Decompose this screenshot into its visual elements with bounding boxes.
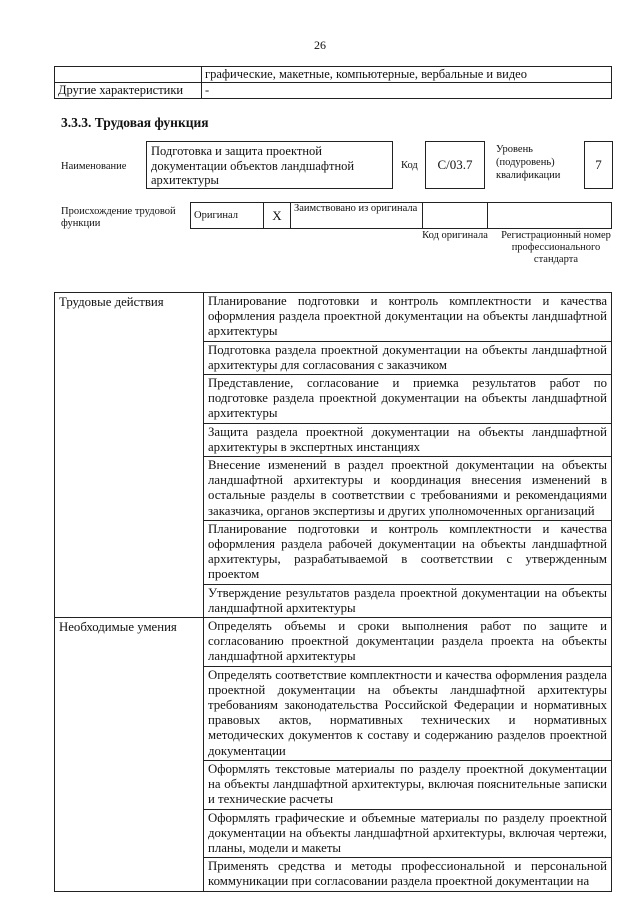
code-value: С/03.7 xyxy=(437,157,473,172)
reg-caption: Регистрационный номер профессионального стандарта xyxy=(501,230,611,265)
top-table-empty-cell xyxy=(55,67,202,83)
table-row xyxy=(55,618,612,667)
origin-code-cell xyxy=(423,203,488,229)
skill-item: Определять соответствие комплектности и качества оформления раздела проектной документации на объекты ландшафтной архитектуры требованиям законодательства Российской Федерации и нормативных правовых актов, нормативных технических и нормативных методических документов к составу и содержанию разделов проектной документации xyxy=(204,666,612,760)
name-box xyxy=(146,141,393,189)
top-table-row1-text: графические, макетные, компьютерные, вербальные и видео xyxy=(202,67,612,83)
labor-action-item: Утверждение результатов раздела проектной документации на объекты ландшафтной архитектуры xyxy=(204,584,612,617)
origin-table xyxy=(190,202,612,229)
labor-action-item: Подготовка раздела проектной документации на объекты ландшафтной архитектуры для согласования с заказчиком xyxy=(204,341,612,374)
labor-action-item: Представление, согласование и приемка результатов работ по подготовке раздела проектной документации на объекты ландшафтной архитектуры xyxy=(204,375,612,424)
origin-reg-cell xyxy=(488,203,612,229)
level-box xyxy=(584,141,613,189)
top-table-row2-label: Другие характеристики xyxy=(55,83,202,99)
level-value: 7 xyxy=(595,157,602,172)
section-title: 3.3.3. Трудовая функция xyxy=(61,115,209,130)
original-mark: X xyxy=(264,203,291,229)
labor-action-item: Планирование подготовки и контроль комплектности и качества оформления раздела проектной документации на объекты ландшафтной архитектуры xyxy=(204,293,612,342)
skill-item: Определять объемы и сроки выполнения работ по защите и согласованию проектной документации раздела проекта на объекты ландшафтной архитектуры xyxy=(204,618,612,667)
labor-action-item: Планирование подготовки и контроль комплектности и качества оформления раздела рабочей документации на объекты ландшафтной архитектуры, разрабатываемой в соответствии с утвержденным проектом xyxy=(204,520,612,584)
skill-item: Оформлять графические и объемные материалы по разделу проектной документации на объекты ландшафтной архитектуры, включая чертежи, планы, модели и макеты xyxy=(204,809,612,858)
name-value: Подготовка и защита проектной документации объектов ландшафтной архитектуры xyxy=(151,144,355,187)
top-table xyxy=(54,66,612,99)
borrowed-label: Заимствовано из оригинала xyxy=(291,203,423,229)
page-number: 26 xyxy=(314,38,326,52)
skill-item: Оформлять текстовые материалы по разделу проектной документации на объекты ландшафтной архитектуры, включая пояснительные записки и технические расчеты xyxy=(204,760,612,809)
origin-label: Происхождение трудовой функции xyxy=(61,206,176,229)
main-table xyxy=(54,292,612,892)
code-caption: Код оригинала xyxy=(422,230,488,241)
code-label: Код xyxy=(401,160,418,171)
top-table-row2-value: - xyxy=(202,83,612,99)
level-label: Уровень (подуровень) квалификации xyxy=(496,144,561,181)
required-skills-label: Необходимые умения xyxy=(55,618,204,891)
table-row xyxy=(55,293,612,342)
labor-actions-label: Трудовые действия xyxy=(55,293,204,618)
name-label: Наименование xyxy=(61,161,127,172)
skill-item: Применять средства и методы профессиональной и персональной коммуникации при согласовании раздела проектной документации на xyxy=(204,858,612,891)
code-box xyxy=(425,141,485,189)
original-label: Оригинал xyxy=(191,203,264,229)
labor-action-item: Защита раздела проектной документации на объекты ландшафтной архитектуры в экспертных инстанциях xyxy=(204,423,612,456)
labor-action-item: Внесение изменений в раздел проектной документации на объекты ландшафтной архитектуры и координация внесения изменений в остальные разделы в соответствии с требованиями и рекомендациями заказчика, органов экспертизы и других уполномоченных организаций xyxy=(204,457,612,521)
